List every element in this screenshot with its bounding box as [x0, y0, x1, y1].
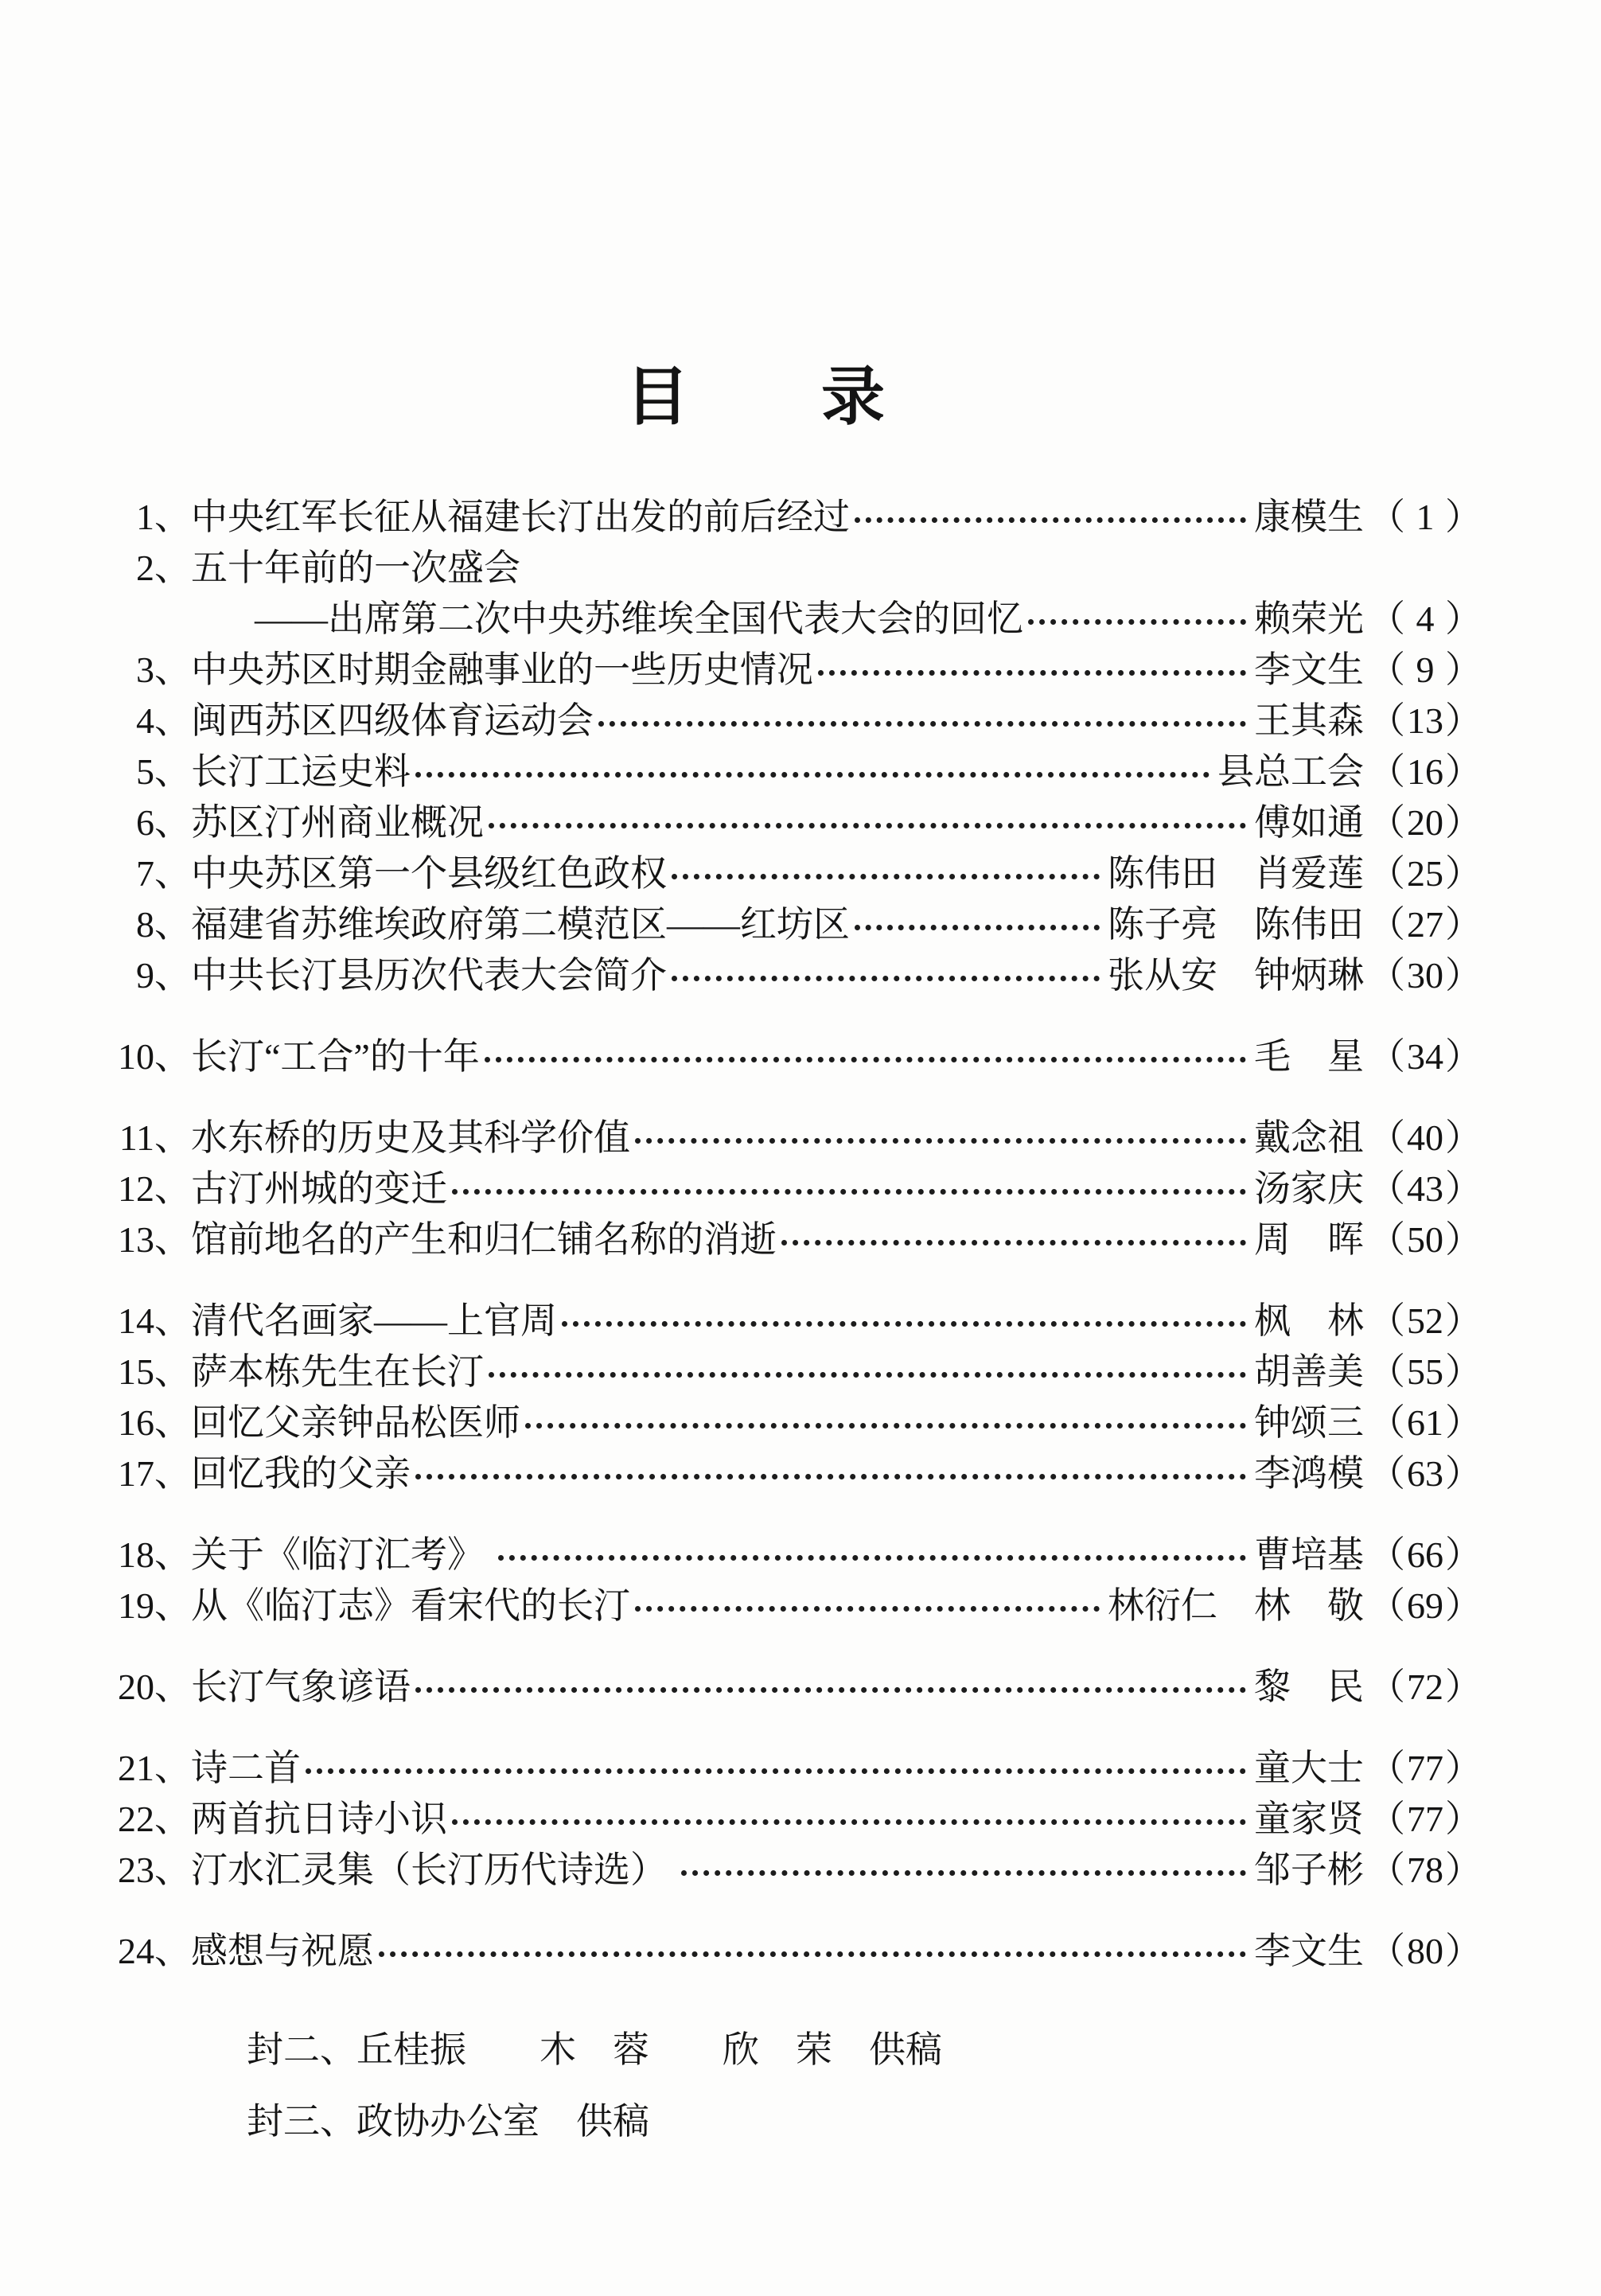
item-page — [1369, 696, 1482, 746]
page-number: 34 — [1407, 1036, 1443, 1077]
item-authors: 李文生 — [1254, 1931, 1364, 1971]
dotted-leader — [681, 1870, 1247, 1876]
item-title: 中央苏区第一个县级红色政权 — [191, 853, 667, 894]
toc-row — [0, 543, 1601, 594]
item-page — [1369, 1926, 1482, 1977]
item-page — [1369, 1662, 1482, 1713]
item-authors: 李鸿模 — [1254, 1453, 1364, 1494]
item-number: 22、 — [118, 1799, 191, 1839]
footer-line: 封三、政协办公室 供稿 — [247, 2101, 649, 2142]
item-authors: 黎 民 — [1254, 1666, 1364, 1707]
dotted-leader — [855, 925, 1100, 930]
item-page — [1369, 797, 1482, 848]
page-number: 40 — [1407, 1117, 1443, 1158]
item-page — [1369, 746, 1482, 797]
item-title: 汀水汇灵集（长汀历代诗选） — [191, 1850, 676, 1890]
toc-row — [0, 1845, 1601, 1896]
paren-open-icon: （ — [1369, 802, 1405, 843]
paren-open-icon: （ — [1369, 649, 1405, 690]
item-authors: 戴念祖 — [1254, 1117, 1364, 1158]
item-title: 闽西苏区四级体育运动会 — [191, 700, 594, 741]
paren-close-icon: ） — [1445, 497, 1482, 537]
toc-row — [0, 899, 1601, 950]
page-number: 43 — [1407, 1168, 1443, 1209]
footer-line: 封二、丘桂振 木 蓉 欣 荣 供稿 — [247, 2029, 942, 2070]
paren-open-icon: （ — [1369, 853, 1405, 894]
paren-open-icon: （ — [1369, 700, 1405, 741]
item-title: 回忆我的父亲 — [191, 1453, 411, 1494]
dotted-leader — [415, 772, 1210, 778]
item-title: 福建省苏维埃政府第二模范区——红坊区 — [191, 904, 850, 945]
item-number: 17、 — [118, 1453, 191, 1494]
toc-row — [0, 1031, 1601, 1082]
item-page — [1369, 1397, 1482, 1448]
toc-list — [0, 492, 1601, 1977]
dotted-leader — [1028, 619, 1246, 625]
item-authors: 钟颂三 — [1254, 1402, 1364, 1443]
item-page — [1369, 1794, 1482, 1845]
page-number: 78 — [1407, 1850, 1443, 1890]
dotted-leader — [379, 1951, 1246, 1957]
toc-row — [0, 1214, 1601, 1265]
item-number: 20、 — [118, 1666, 191, 1707]
paren-open-icon: （ — [1369, 1453, 1405, 1494]
page-number: 52 — [1407, 1300, 1443, 1341]
item-authors: 傅如通 — [1254, 802, 1364, 843]
paren-close-icon: ） — [1445, 1585, 1482, 1626]
toc-row — [0, 1581, 1601, 1631]
paren-open-icon: （ — [1369, 1850, 1405, 1890]
item-authors: 胡善美 — [1254, 1351, 1364, 1392]
paren-open-icon: （ — [1369, 497, 1405, 537]
toc-footer — [0, 2025, 1601, 2147]
paren-open-icon: （ — [1369, 598, 1405, 639]
page-number: 72 — [1407, 1666, 1443, 1707]
dotted-leader — [818, 670, 1246, 676]
page-number: 25 — [1407, 853, 1443, 894]
paren-close-icon: ） — [1445, 700, 1482, 741]
paren-close-icon: ） — [1445, 649, 1482, 690]
paren-close-icon: ） — [1445, 1168, 1482, 1209]
item-title: 水东桥的历史及其科学价值 — [191, 1117, 630, 1158]
dotted-leader — [452, 1819, 1246, 1825]
dotted-leader — [635, 1606, 1100, 1612]
toc-row — [0, 1347, 1601, 1397]
item-title: 五十年前的一次盛会 — [191, 548, 520, 588]
paren-close-icon: ） — [1445, 802, 1482, 843]
item-title: 中共长汀县历次代表大会简介 — [191, 955, 667, 996]
item-title: 清代名画家——上官周 — [191, 1300, 557, 1341]
paren-open-icon: （ — [1369, 751, 1405, 792]
page-number: 30 — [1407, 955, 1443, 996]
item-authors: 周 晖 — [1254, 1219, 1364, 1260]
item-authors: 毛 星 — [1254, 1036, 1364, 1077]
page-number: 80 — [1407, 1931, 1443, 1971]
dotted-leader — [485, 1057, 1246, 1062]
item-page — [1369, 645, 1482, 696]
item-number: 12、 — [118, 1168, 191, 1209]
item-title: 苏区汀州商业概况 — [191, 802, 484, 843]
page-number: 77 — [1407, 1748, 1443, 1788]
item-number: 14、 — [118, 1300, 191, 1341]
item-number: 6、 — [136, 802, 191, 843]
item-number: 21、 — [118, 1748, 191, 1788]
item-title: 古汀州城的变迁 — [191, 1168, 447, 1209]
page-title: 目 录 — [625, 363, 886, 433]
item-authors: 曹培基 — [1254, 1534, 1364, 1575]
item-page — [1369, 1530, 1482, 1581]
item-number: 18、 — [118, 1534, 191, 1575]
dotted-leader — [452, 1189, 1246, 1195]
paren-close-icon: ） — [1445, 1036, 1482, 1077]
dotted-leader — [781, 1240, 1246, 1245]
dotted-leader — [562, 1321, 1246, 1327]
toc-row — [0, 1926, 1601, 1977]
toc-row — [0, 797, 1601, 848]
paren-close-icon: ） — [1445, 1453, 1482, 1494]
paren-close-icon: ） — [1445, 1748, 1482, 1788]
item-number: 10、 — [118, 1036, 191, 1077]
item-number: 3、 — [136, 649, 191, 690]
item-page — [1369, 1448, 1482, 1499]
paren-open-icon: （ — [1369, 1799, 1405, 1839]
dotted-leader — [489, 823, 1246, 828]
item-number: 4、 — [136, 700, 191, 741]
item-title: 两首抗日诗小识 — [191, 1799, 447, 1839]
paren-open-icon: （ — [1369, 1168, 1405, 1209]
item-page — [1369, 1164, 1482, 1214]
paren-open-icon: （ — [1369, 1748, 1405, 1788]
page-number: 69 — [1407, 1585, 1443, 1626]
item-number: 7、 — [136, 853, 191, 894]
item-authors: 张从安 钟炳琳 — [1108, 955, 1364, 996]
dotted-leader — [672, 976, 1100, 981]
item-title: 诗二首 — [191, 1748, 301, 1788]
item-title: 感想与祝愿 — [191, 1931, 374, 1971]
page-number: 13 — [1407, 700, 1443, 741]
item-number: 16、 — [118, 1402, 191, 1443]
item-page — [1369, 1845, 1482, 1896]
page-number: 4 — [1416, 598, 1435, 639]
toc-row — [0, 848, 1601, 899]
page-number: 1 — [1416, 497, 1435, 537]
item-page — [1369, 1581, 1482, 1631]
item-title: 长汀气象谚语 — [191, 1666, 411, 1707]
item-page — [1369, 1296, 1482, 1347]
paren-close-icon: ） — [1445, 1219, 1482, 1260]
dotted-leader — [598, 721, 1246, 727]
item-authors: 汤家庆 — [1254, 1168, 1364, 1209]
toc-row — [0, 1296, 1601, 1347]
item-page — [1369, 492, 1482, 543]
toc-row — [0, 746, 1601, 797]
item-title: 从《临汀志》看宋代的长汀 — [191, 1585, 630, 1626]
paren-close-icon: ） — [1445, 1534, 1482, 1575]
toc-row — [0, 1530, 1601, 1581]
dotted-leader — [635, 1138, 1246, 1144]
dotted-leader — [855, 517, 1246, 523]
paren-close-icon: ） — [1445, 598, 1482, 639]
toc-row — [0, 1794, 1601, 1845]
dotted-leader — [498, 1555, 1247, 1561]
item-number: 24、 — [118, 1931, 191, 1971]
toc-row — [0, 1164, 1601, 1214]
paren-open-icon: （ — [1369, 1036, 1405, 1077]
toc-row — [0, 696, 1601, 746]
paren-close-icon: ） — [1445, 751, 1482, 792]
item-authors: 李文生 — [1254, 649, 1364, 690]
toc-row — [0, 1397, 1601, 1448]
paren-open-icon: （ — [1369, 1117, 1405, 1158]
toc-row — [0, 1448, 1601, 1499]
item-number: 2、 — [136, 548, 191, 588]
item-title: 回忆父亲钟品松医师 — [191, 1402, 520, 1443]
paren-close-icon: ） — [1445, 1666, 1482, 1707]
item-page — [1369, 1214, 1482, 1265]
toc-row — [0, 645, 1601, 696]
item-page — [1369, 1113, 1482, 1164]
item-authors: 康模生 — [1254, 497, 1364, 537]
item-title: 关于《临汀汇考》 — [191, 1534, 493, 1575]
item-page — [1369, 1743, 1482, 1794]
dotted-leader — [306, 1768, 1246, 1774]
item-authors: 陈子亮 陈伟田 — [1108, 904, 1364, 945]
item-authors: 童家贤 — [1254, 1799, 1364, 1839]
item-title: 馆前地名的产生和归仁铺名称的消逝 — [191, 1219, 777, 1260]
toc-row — [0, 1743, 1601, 1794]
page-number: 63 — [1407, 1453, 1443, 1494]
page-number: 50 — [1407, 1219, 1443, 1260]
paren-close-icon: ） — [1445, 1799, 1482, 1839]
item-number: 15、 — [118, 1351, 191, 1392]
paren-close-icon: ） — [1445, 955, 1482, 996]
paren-open-icon: （ — [1369, 1300, 1405, 1341]
paren-close-icon: ） — [1445, 853, 1482, 894]
paren-open-icon: （ — [1369, 1219, 1405, 1260]
page-number: 55 — [1407, 1351, 1443, 1392]
item-page — [1369, 899, 1482, 950]
paren-close-icon: ） — [1445, 1850, 1482, 1890]
item-authors: 赖荣光 — [1254, 598, 1364, 639]
dotted-leader — [489, 1372, 1246, 1378]
paren-close-icon: ） — [1445, 1931, 1482, 1971]
item-authors: 县总工会 — [1217, 751, 1364, 792]
page-number: 77 — [1407, 1799, 1443, 1839]
toc-row — [0, 1662, 1601, 1713]
page-number: 66 — [1407, 1534, 1443, 1575]
item-authors: 邹子彬 — [1254, 1850, 1364, 1890]
page-number: 61 — [1407, 1402, 1443, 1443]
toc-row — [0, 1113, 1601, 1164]
item-authors: 童大士 — [1254, 1748, 1364, 1788]
item-page — [1369, 848, 1482, 899]
item-page — [1369, 950, 1482, 1001]
page-number: 27 — [1407, 904, 1443, 945]
item-number: 8、 — [136, 904, 191, 945]
item-number: 19、 — [118, 1585, 191, 1626]
item-number: 5、 — [136, 751, 191, 792]
item-page — [1369, 594, 1482, 645]
paren-close-icon: ） — [1445, 904, 1482, 945]
item-authors: 王其森 — [1254, 700, 1364, 741]
item-page — [1369, 1347, 1482, 1397]
paren-open-icon: （ — [1369, 1351, 1405, 1392]
dotted-leader — [525, 1423, 1246, 1429]
paren-open-icon: （ — [1369, 1931, 1405, 1971]
paren-close-icon: ） — [1445, 1300, 1482, 1341]
item-number: 1、 — [136, 497, 191, 537]
item-number: 9、 — [136, 955, 191, 996]
paren-open-icon: （ — [1369, 1402, 1405, 1443]
dotted-leader — [415, 1687, 1246, 1693]
paren-open-icon: （ — [1369, 955, 1405, 996]
page-number: 16 — [1407, 751, 1443, 792]
item-authors: 枫 林 — [1254, 1300, 1364, 1341]
item-number: 13、 — [118, 1219, 191, 1260]
item-title: 中央红军长征从福建长汀出发的前后经过 — [191, 497, 850, 537]
item-authors: 陈伟田 肖爱莲 — [1108, 853, 1364, 894]
item-title: 长汀“工合”的十年 — [191, 1036, 480, 1077]
paren-close-icon: ） — [1445, 1351, 1482, 1392]
toc-row — [0, 492, 1601, 543]
item-title: 中央苏区时期金融事业的一些历史情况 — [191, 649, 813, 690]
item-title: 长汀工运史料 — [191, 751, 411, 792]
page-number: 20 — [1407, 802, 1443, 843]
item-page — [1369, 1031, 1482, 1082]
item-number: 11、 — [119, 1117, 191, 1158]
toc-row — [0, 950, 1601, 1001]
item-number: 23、 — [118, 1850, 191, 1890]
item-title: 萨本栋先生在长汀 — [191, 1351, 484, 1392]
item-title: ——出席第二次中央苏维埃全国代表大会的回忆 — [255, 598, 1023, 639]
page-number: 9 — [1416, 649, 1435, 690]
paren-close-icon: ） — [1445, 1117, 1482, 1158]
item-authors: 林衍仁 林 敬 — [1108, 1585, 1364, 1626]
paren-open-icon: （ — [1369, 1666, 1405, 1707]
paren-open-icon: （ — [1369, 1534, 1405, 1575]
dotted-leader — [672, 874, 1100, 879]
dotted-leader — [415, 1474, 1246, 1479]
paren-open-icon: （ — [1369, 1585, 1405, 1626]
paren-close-icon: ） — [1445, 1402, 1482, 1443]
paren-open-icon: （ — [1369, 904, 1405, 945]
toc-row — [0, 594, 1601, 645]
